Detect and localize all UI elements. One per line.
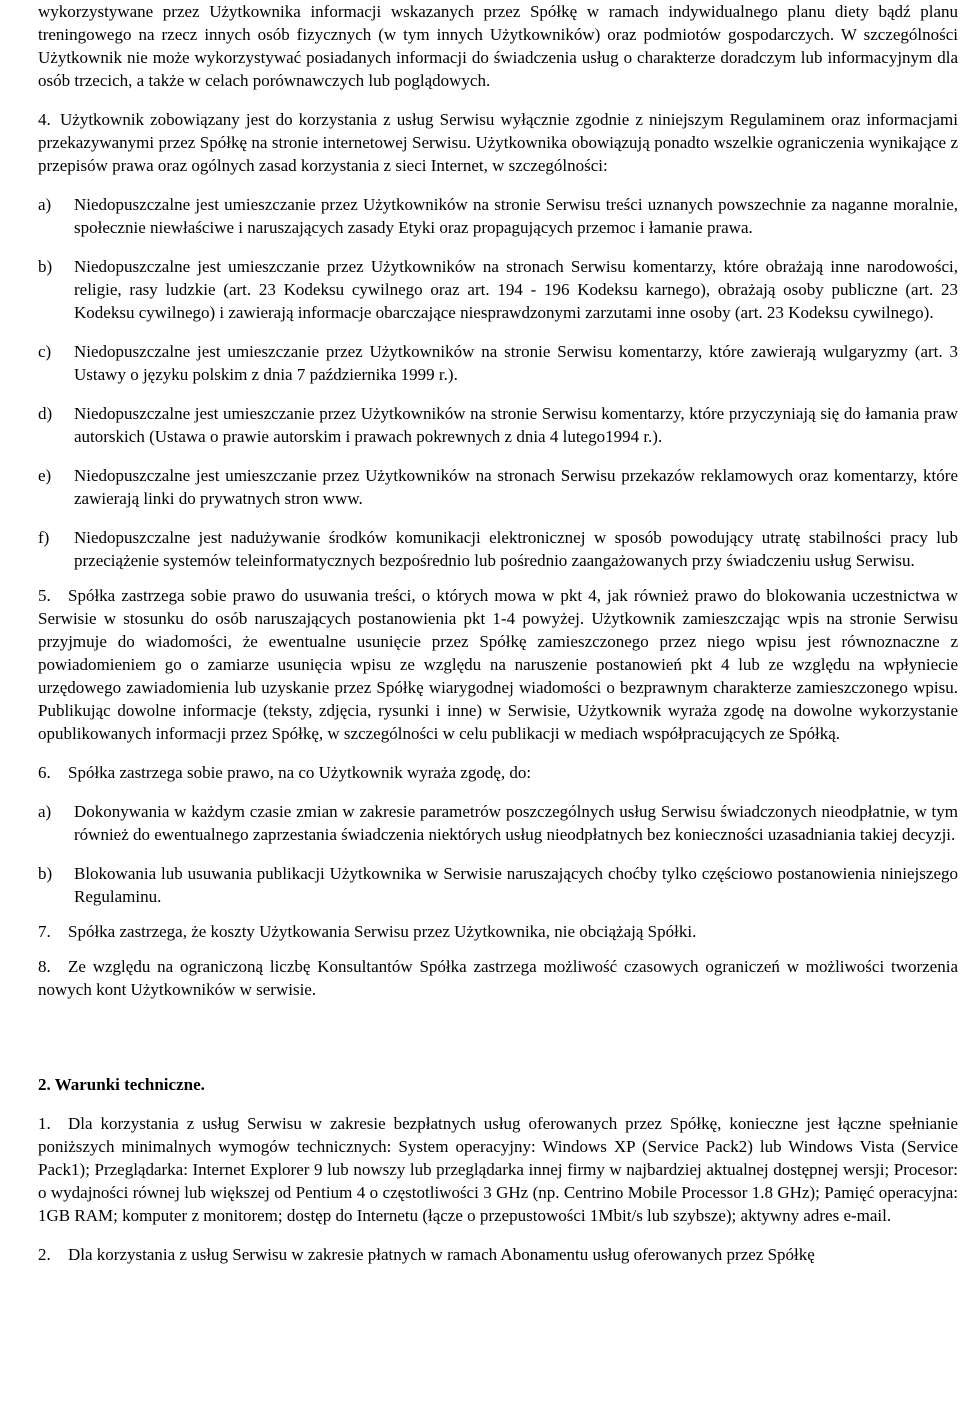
item-text: Niedopuszczalne jest umieszczanie przez Użytkowników na stronach Serwisu przekazów reklamowych oraz komentarzy, które zawierają linki do prywatnych stron www. xyxy=(74,466,958,508)
point-7 xyxy=(38,920,958,943)
point-text: Spółka zastrzega, że koszty Użytkowania Serwisu przez Użytkownika, nie obciążają Spółki. xyxy=(68,922,697,941)
point-5 xyxy=(38,584,958,745)
point-4-item-c xyxy=(38,340,958,386)
item-text: Niedopuszczalne jest umieszczanie przez Użytkowników na stronie Serwisu komentarzy, które zawierają wulgaryzmy (art. 3 Ustawy o języku polskim z dnia 7 października 1999 r.). xyxy=(74,342,958,384)
point-4-item-d xyxy=(38,402,958,448)
item-label: a) xyxy=(38,195,52,214)
point-4-item-a xyxy=(38,193,958,239)
point-4-item-e xyxy=(38,464,958,510)
point-number: 7. xyxy=(38,922,51,941)
intro-paragraph: wykorzystywane przez Użytkownika informacji wskazanych przez Spółkę w ramach indywidualnego planu diety bądź planu treningowego na rzecz innych osób fizycznych (w tym innych Użytkowników) oraz podmiotów gospodarczych. W szczególności Użytkownik nie może wykorzystywać posiadanych informacji do świadczenia usług o charakterze doradczym lub informacyjnym dla osób trzecich, a także w celach porównawczych lub poglądowych. xyxy=(38,2,958,90)
item-label: f) xyxy=(38,528,50,547)
section-2-point-1 xyxy=(38,1112,958,1227)
point-number: 8. xyxy=(38,957,51,976)
item-label: a) xyxy=(38,802,52,821)
point-text: Ze względu na ograniczoną liczbę Konsultantów Spółka zastrzega możliwość czasowych ograniczeń w możliwości tworzenia nowych kont Użytkowników w serwisie. xyxy=(38,957,958,999)
item-text: Niedopuszczalne jest umieszczanie przez Użytkowników na stronie Serwisu treści uznanych powszechnie za naganne moralnie, społecznie niewłaściwe i naruszających zasady Etyki oraz propagujących przemoc i łamanie prawa. xyxy=(74,195,958,237)
item-text: Blokowania lub usuwania publikacji Użytkownika w Serwisie naruszających choćby tylko częściowo postanowienia niniejszego Regulaminu. xyxy=(74,864,958,906)
document-page xyxy=(38,0,958,1266)
item-text: Niedopuszczalne jest umieszczanie przez Użytkowników na stronach Serwisu komentarzy, które obrażają inne narodowości, religie, rasy ludzkie (art. 23 Kodeksu cywilnego oraz art. 194 - 196 Kodeksu karnego), obrażają osoby publiczne (art. 23 Kodeksu cywilnego) i zawierają informacje obarczające niesprawdzonymi zarzutami inne osoby (art. 23 Kodeksu cywilnego). xyxy=(74,257,958,322)
point-6 xyxy=(38,761,958,784)
point-number: 1. xyxy=(38,1114,51,1133)
point-4-item-f xyxy=(38,526,958,572)
point-number: 6. xyxy=(38,763,51,782)
item-label: b) xyxy=(38,864,53,883)
point-number: 2. xyxy=(38,1245,51,1264)
point-text: Dla korzystania z usług Serwisu w zakresie płatnych w ramach Abonamentu usług oferowanych przez Spółkę xyxy=(68,1245,815,1264)
section-2-point-2 xyxy=(38,1243,958,1266)
point-6-item-b xyxy=(38,862,958,908)
point-text: Spółka zastrzega sobie prawo, na co Użytkownik wyraża zgodę, do: xyxy=(68,763,532,782)
point-6-item-a xyxy=(38,800,958,846)
point-number: 4. xyxy=(38,110,51,129)
point-text: Spółka zastrzega sobie prawo do usuwania treści, o których mowa w pkt 4, jak również prawo do blokowania uczestnictwa w Serwisie w stosunku do osób naruszających postanowienia pkt 1-4 powyżej. Użytkownik zamieszczając wpis na stronie Serwisu przyjmuje do wiadomości, że ewentualne usunięcie przez Spółkę zamieszczonego przez niego wpisu jest równoznaczne z powiadomieniem go o zamiarze usunięcia wpisu ze względu na naruszenie postanowień pkt 4 lub ze względu na wpłyniecie urzędowego zawiadomienia lub uzyskanie przez Spółkę wiarygodnej wiadomości o bezprawnym charakterze zamieszczonego wpisu. Publikując dowolne informacje (teksty, zdjęcia, rysunki i inne) w Serwisie, Użytkownik wyraża zgodę na dowolne wykorzystanie opublikowanych informacji przez Spółkę, w szczególności w celu publikacji w mediach współpracujących ze Spółką. xyxy=(38,586,958,743)
point-4 xyxy=(38,108,958,177)
point-8 xyxy=(38,955,958,1001)
point-text: Użytkownik zobowiązany jest do korzystania z usług Serwisu wyłącznie zgodnie z niniejszym Regulaminem oraz informacjami przekazywanymi przez Spółkę na stronie internetowej Serwisu. Użytkownika obowiązują ponadto wszelkie ograniczenia wynikające z przepisów prawa oraz ogólnych zasad korzystania z sieci Internet, w szczególności: xyxy=(38,110,958,175)
point-text: Dla korzystania z usług Serwisu w zakresie bezpłatnych usług oferowanych przez Spółkę, konieczne jest łączne spełnianie poniższych minimalnych wymogów technicznych: System operacyjny: Windows XP (Service Pack2) lub Windows Vista (Service Pack1); Przeglądarka: Internet Explorer 9 lub nowszy lub przeglądarka innej firmy w najbardziej aktualnej dostępnej wersji; Procesor: o wydajności równej lub większej od Pentium 4 o częstotliwości 3 GHz (np. Centrino Mobile Processor 1.8 GHz); Pamięć operacyjna: 1GB RAM; komputer z monitorem; dostęp do Internetu (łącze o przepustowości 1Mbit/s lub szybsze); aktywny adres e-mail. xyxy=(38,1114,958,1225)
item-label: d) xyxy=(38,404,53,423)
item-text: Niedopuszczalne jest nadużywanie środków komunikacji elektronicznej w sposób powodujący utratę stabilności pracy lub przeciążenie systemów teleinformatycznych bezpośrednio lub pośrednio zaangażowanych przy świadczeniu usług Serwisu. xyxy=(74,528,958,570)
item-text: Dokonywania w każdym czasie zmian w zakresie parametrów poszczególnych usług Serwisu świadczonych nieodpłatnie, w tym również do ewentualnego zaprzestania świadczenia niektórych usług nieodpłatnych bez konieczności uzasadniania takiej decyzji. xyxy=(74,802,958,844)
item-text: Niedopuszczalne jest umieszczanie przez Użytkowników na stronie Serwisu komentarzy, które przyczyniają się do łamania praw autorskich (Ustawa o prawie autorskim i prawach pokrewnych z dnia 4 lutego1994 r.). xyxy=(74,404,958,446)
section-heading: 2. Warunki techniczne. xyxy=(38,1075,205,1094)
point-4-item-b xyxy=(38,255,958,324)
item-label: c) xyxy=(38,342,52,361)
item-label: e) xyxy=(38,466,52,485)
point-number: 5. xyxy=(38,586,51,605)
item-label: b) xyxy=(38,257,53,276)
